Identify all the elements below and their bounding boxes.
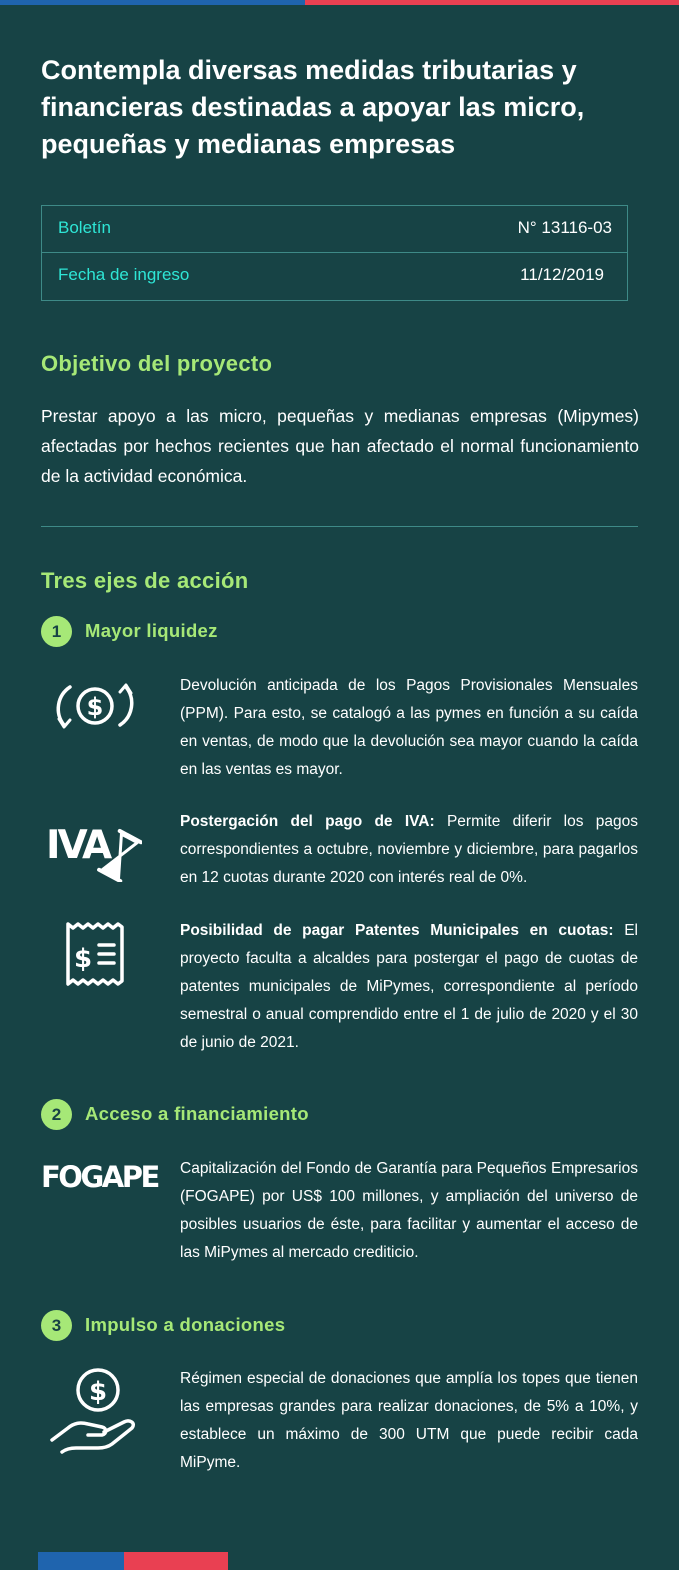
iva-icon-text: IVA bbox=[46, 823, 110, 868]
bottom-brand-bar bbox=[38, 1552, 228, 1570]
axis-1-number: 1 bbox=[41, 616, 72, 647]
bottom-bar-red bbox=[124, 1552, 228, 1570]
fogape-logo: FOGAPE bbox=[41, 1160, 158, 1194]
top-bar-blue bbox=[0, 0, 305, 5]
axis-3-number: 3 bbox=[41, 1310, 72, 1341]
axis-1-item-2-bold: Postergación del pago de IVA: bbox=[180, 813, 435, 830]
fecha-value: 11/12/2019 bbox=[520, 265, 604, 284]
boletin-value: N° 13116-03 bbox=[517, 218, 612, 237]
info-row-boletin bbox=[42, 206, 627, 252]
svg-text:$: $ bbox=[88, 1377, 108, 1407]
hand-coin-icon bbox=[48, 1366, 140, 1454]
page-title: Contempla diversas medidas tributarias y financieras destinadas a apoyar las micro, pequeñas y medianas empresas bbox=[41, 55, 585, 159]
axis-1-label: Mayor liquidez bbox=[85, 620, 218, 641]
axis-2-label: Acceso a financiamiento bbox=[85, 1103, 309, 1124]
receipt-icon bbox=[64, 920, 126, 988]
top-brand-bar bbox=[0, 0, 679, 5]
iva-hourglass-icon bbox=[46, 812, 142, 882]
dollar-refund-icon bbox=[50, 675, 140, 737]
bottom-bar-blue bbox=[38, 1552, 124, 1570]
axis-1-item-2-body: Permite diferir los pagos correspondientes a octubre, noviembre y diciembre, para pagarlos en 12 cuotas durante 2020 con interés real de 0%. bbox=[180, 813, 638, 886]
axis-1-item-3-text bbox=[180, 917, 638, 1057]
top-bar-red bbox=[305, 0, 679, 5]
fecha-label: Fecha de ingreso bbox=[58, 265, 190, 284]
svg-text:$: $ bbox=[86, 693, 104, 721]
axis-1-item-1-text: Devolución anticipada de los Pagos Provisionales Mensuales (PPM). Para esto, se catalogó a las pymes en función a su caída en ventas, de modo que la devolución sea mayor cuando la caída en las ventas es mayor. bbox=[180, 677, 638, 778]
axis-1-item-3-bold: Posibilidad de pagar Patentes Municipales en cuotas: bbox=[180, 922, 614, 939]
svg-text:$: $ bbox=[73, 944, 93, 974]
ejes-heading: Tres ejes de acción bbox=[41, 568, 249, 593]
axis-3-item-text: Régimen especial de donaciones que amplía los topes que tienen las empresas grandes para realizar donaciones, de 5% a 10%, y establece un máximo de 300 UTM que puede recibir cada MiPyme. bbox=[180, 1370, 638, 1471]
info-row-fecha bbox=[42, 252, 627, 300]
boletin-label: Boletín bbox=[58, 218, 111, 237]
axis-2-item-text: Capitalización del Fondo de Garantía para Pequeños Empresarios (FOGAPE) por US$ 100 millones, y ampliación del universo de posibles usuarios de éste, para facilitar y aumentar el acceso de las MiPymes al mercado crediticio. bbox=[180, 1160, 638, 1261]
axis-2-number: 2 bbox=[41, 1099, 72, 1130]
info-table bbox=[41, 205, 628, 301]
axis-1-item-3-body: El proyecto faculta a alcaldes para postergar el pago de cuotas de patentes municipales de MiPymes, correspondiente al período semestral o anual comprendido entre el 1 de julio de 2020 y el 30 de junio de 2021. bbox=[180, 922, 638, 1051]
objetivo-text: Prestar apoyo a las micro, pequeñas y medianas empresas (Mipymes) afectadas por hechos recientes que han afectado el normal funcionamiento de la actividad económica. bbox=[41, 406, 639, 486]
section-divider bbox=[41, 526, 638, 527]
axis-1-item-2-text bbox=[180, 808, 638, 892]
objetivo-heading: Objetivo del proyecto bbox=[41, 351, 273, 376]
axis-3-label: Impulso a donaciones bbox=[85, 1314, 286, 1335]
